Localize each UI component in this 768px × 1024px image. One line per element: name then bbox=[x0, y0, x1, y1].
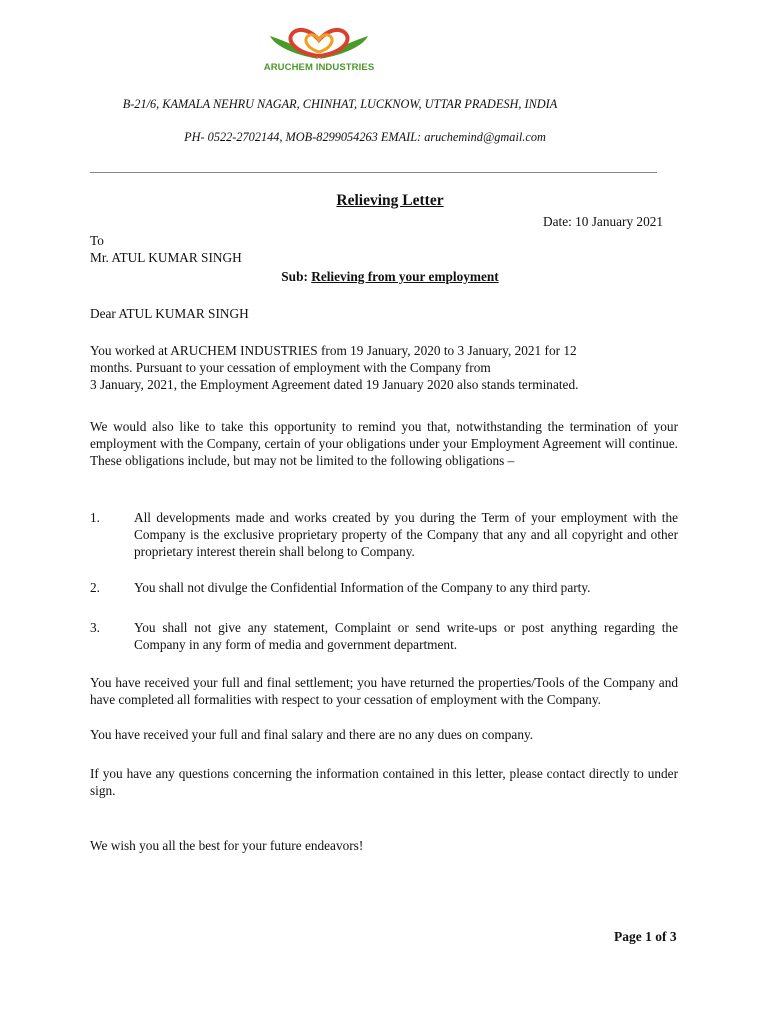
employment-line-3: 3 January, 2021, the Employment Agreement dated 19 January 2020 also stands terminated. bbox=[90, 377, 579, 392]
obligation-text: You shall not divulge the Confidential Information of the Company to any third party. bbox=[134, 580, 591, 595]
contact-paragraph: If you have any questions concerning the information contained in this letter, please contact directly to under sign. bbox=[90, 766, 678, 798]
employment-paragraph bbox=[90, 342, 678, 393]
obligation-text: All developments made and works created by you during the Term of your employment with the Company is the exclusive proprietary property of the Company that any and all copyright and other proprietary interest therein shall belong to Company. bbox=[134, 510, 678, 559]
obligation-item bbox=[90, 509, 678, 561]
company-address: B-21/6, KAMALA NEHRU NAGAR, CHINHAT, LUCKNOW, UTTAR PRADESH, INDIA bbox=[122, 97, 558, 111]
subject-line bbox=[90, 268, 690, 285]
header-divider bbox=[90, 172, 657, 173]
company-logo bbox=[248, 26, 390, 74]
subject-prefix: Sub: bbox=[281, 269, 312, 284]
company-name: ARUCHEM INDUSTRIES bbox=[263, 62, 375, 73]
obligation-number: 2. bbox=[90, 580, 100, 595]
salary-paragraph: You have received your full and final salary and there are no any dues on company. bbox=[90, 727, 534, 742]
lotus-logo-icon bbox=[248, 26, 390, 62]
obligations-intro-paragraph: We would also like to take this opportunity to remind you that, notwithstanding the termination of your employment with the Company, certain of your obligations under your Employment Agreement will continue. These obligations include, but may not be limited to the following obligations – bbox=[90, 419, 678, 468]
letter-date: Date: 10 January 2021 bbox=[543, 214, 664, 229]
settlement-paragraph: You have received your full and final settlement; you have returned the properties/Tools of the Company and have completed all formalities with respect to your cessation of employment with the Company. bbox=[90, 675, 678, 707]
obligation-item bbox=[90, 619, 678, 655]
obligation-number: 3. bbox=[90, 620, 100, 635]
salutation: Dear ATUL KUMAR SINGH bbox=[90, 306, 249, 321]
recipient-to: To bbox=[90, 233, 104, 248]
letter-title: Relieving Letter bbox=[336, 192, 444, 209]
employment-line-1: You worked at ARUCHEM INDUSTRIES from 19 January, 2020 to 3 January, 2021 for 12 bbox=[90, 343, 577, 358]
obligation-text: You shall not give any statement, Complaint or send write-ups or post anything regarding the Company in any form of media and government department. bbox=[134, 620, 678, 652]
closing-line: We wish you all the best for your future endeavors! bbox=[90, 838, 364, 853]
subject-text: Relieving from your employment bbox=[311, 269, 499, 284]
page-number: Page 1 of 3 bbox=[614, 929, 677, 944]
obligation-number: 1. bbox=[90, 510, 100, 525]
employment-line-2: months. Pursuant to your cessation of employment with the Company from bbox=[90, 360, 491, 375]
obligation-item bbox=[90, 579, 678, 597]
recipient-name: Mr. ATUL KUMAR SINGH bbox=[90, 250, 242, 265]
company-contact: PH- 0522-2702144, MOB-8299054263 EMAIL: aruchemind@gmail.com bbox=[184, 130, 546, 144]
